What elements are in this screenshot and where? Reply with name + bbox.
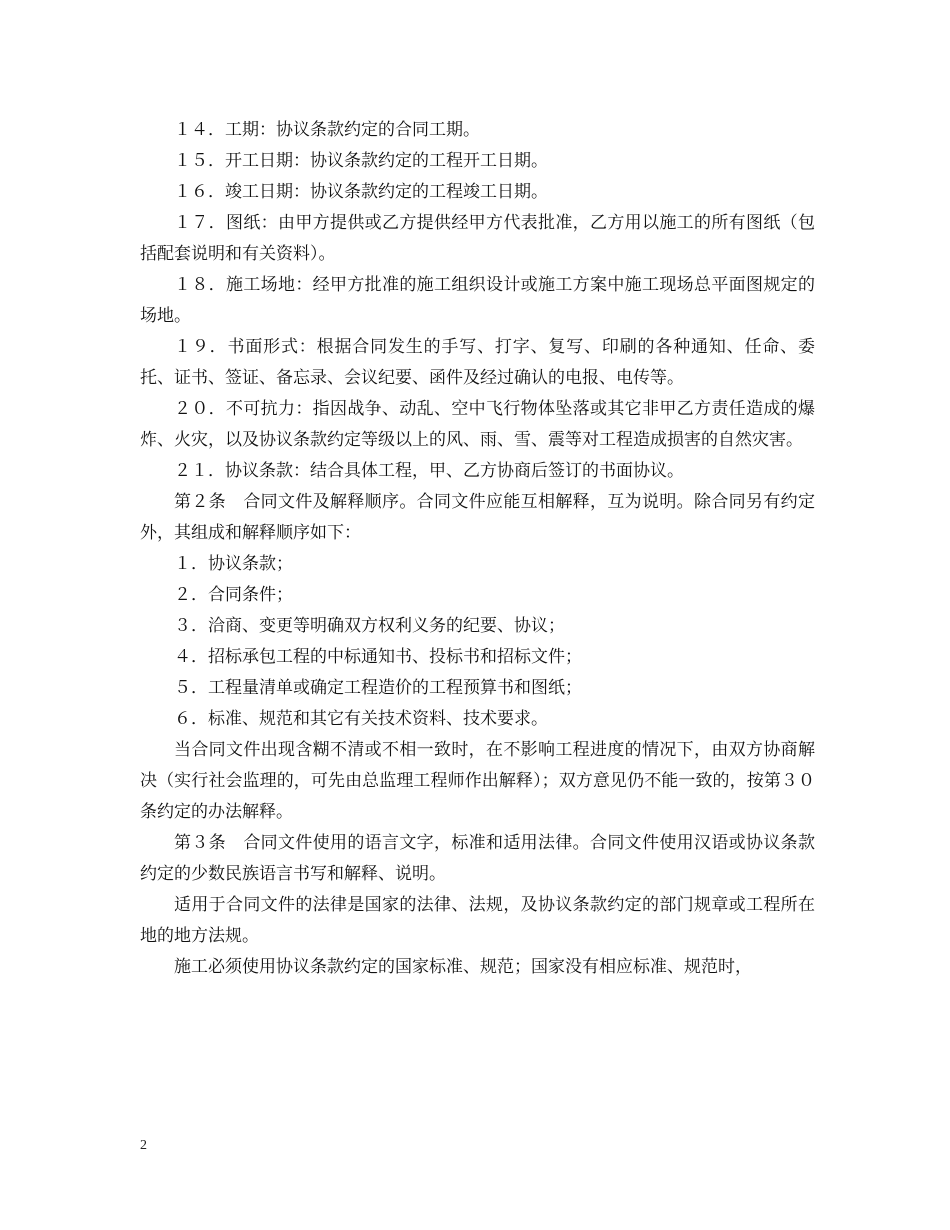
applicable-law-paragraph: 适用于合同文件的法律是国家的法律、法规，及协议条款约定的部门规章或工程所在地的地方法规。: [140, 895, 815, 946]
order-item-2: ２．合同条件；: [174, 585, 293, 605]
paragraph-item-21: ２１．协议条款：结合具体工程，甲、乙方协商后签订的书面协议。: [174, 461, 684, 481]
paragraph-item-14: １４．工期：协议条款约定的合同工期。: [174, 120, 480, 140]
paragraph-item-18: １８．施工场地：经甲方批准的施工组织设计或施工方案中施工现场总平面图规定的场地。: [140, 275, 815, 326]
page-number: 2: [140, 1138, 147, 1153]
order-item-3: ３．洽商、变更等明确双方权利义务的纪要、协议；: [174, 616, 565, 636]
order-item-4: ４．招标承包工程的中标通知书、投标书和招标文件；: [174, 647, 582, 667]
document-body: [140, 115, 815, 983]
paragraph-item-15: １５．开工日期：协议条款约定的工程开工日期。: [174, 151, 548, 171]
paragraph-item-17: １７．图纸：由甲方提供或乙方提供经甲方代表批准，乙方用以施工的所有图纸（包括配套说明和有关资料）。: [140, 213, 815, 264]
ambiguity-paragraph: 当合同文件出现含糊不清或不相一致时，在不影响工程进度的情况下，由双方协商解决（实行社会监理的，可先由总监理工程师作出解释）；双方意见仍不能一致的，按第３０条约定的办法解释。: [140, 740, 815, 822]
paragraph-item-16: １６．竣工日期：协议条款约定的工程竣工日期。: [174, 182, 548, 202]
standards-paragraph: 施工必须使用协议条款约定的国家标准、规范；国家没有相应标准、规范时，: [174, 957, 752, 977]
article-2-heading: 第２条 合同文件及解释顺序。合同文件应能互相解释，互为说明。除合同另有约定外，其组成和解释顺序如下：: [140, 492, 815, 543]
paragraph-item-20: ２０．不可抗力：指因战争、动乱、空中飞行物体坠落或其它非甲乙方责任造成的爆炸、火灾，以及协议条款约定等级以上的风、雨、雪、震等对工程造成损害的自然灾害。: [140, 399, 815, 450]
order-item-1: １．协议条款；: [174, 554, 293, 574]
paragraph-item-19: １９．书面形式：根据合同发生的手写、打字、复写、印刷的各种通知、任命、委托、证书、签证、备忘录、会议纪要、函件及经过确认的电报、电传等。: [140, 337, 815, 388]
article-3-heading: 第３条 合同文件使用的语言文字，标准和适用法律。合同文件使用汉语或协议条款约定的少数民族语言书写和解释、说明。: [140, 833, 815, 884]
order-item-5: ５．工程量清单或确定工程造价的工程预算书和图纸；: [174, 678, 582, 698]
order-item-6: ６．标准、规范和其它有关技术资料、技术要求。: [174, 709, 548, 729]
